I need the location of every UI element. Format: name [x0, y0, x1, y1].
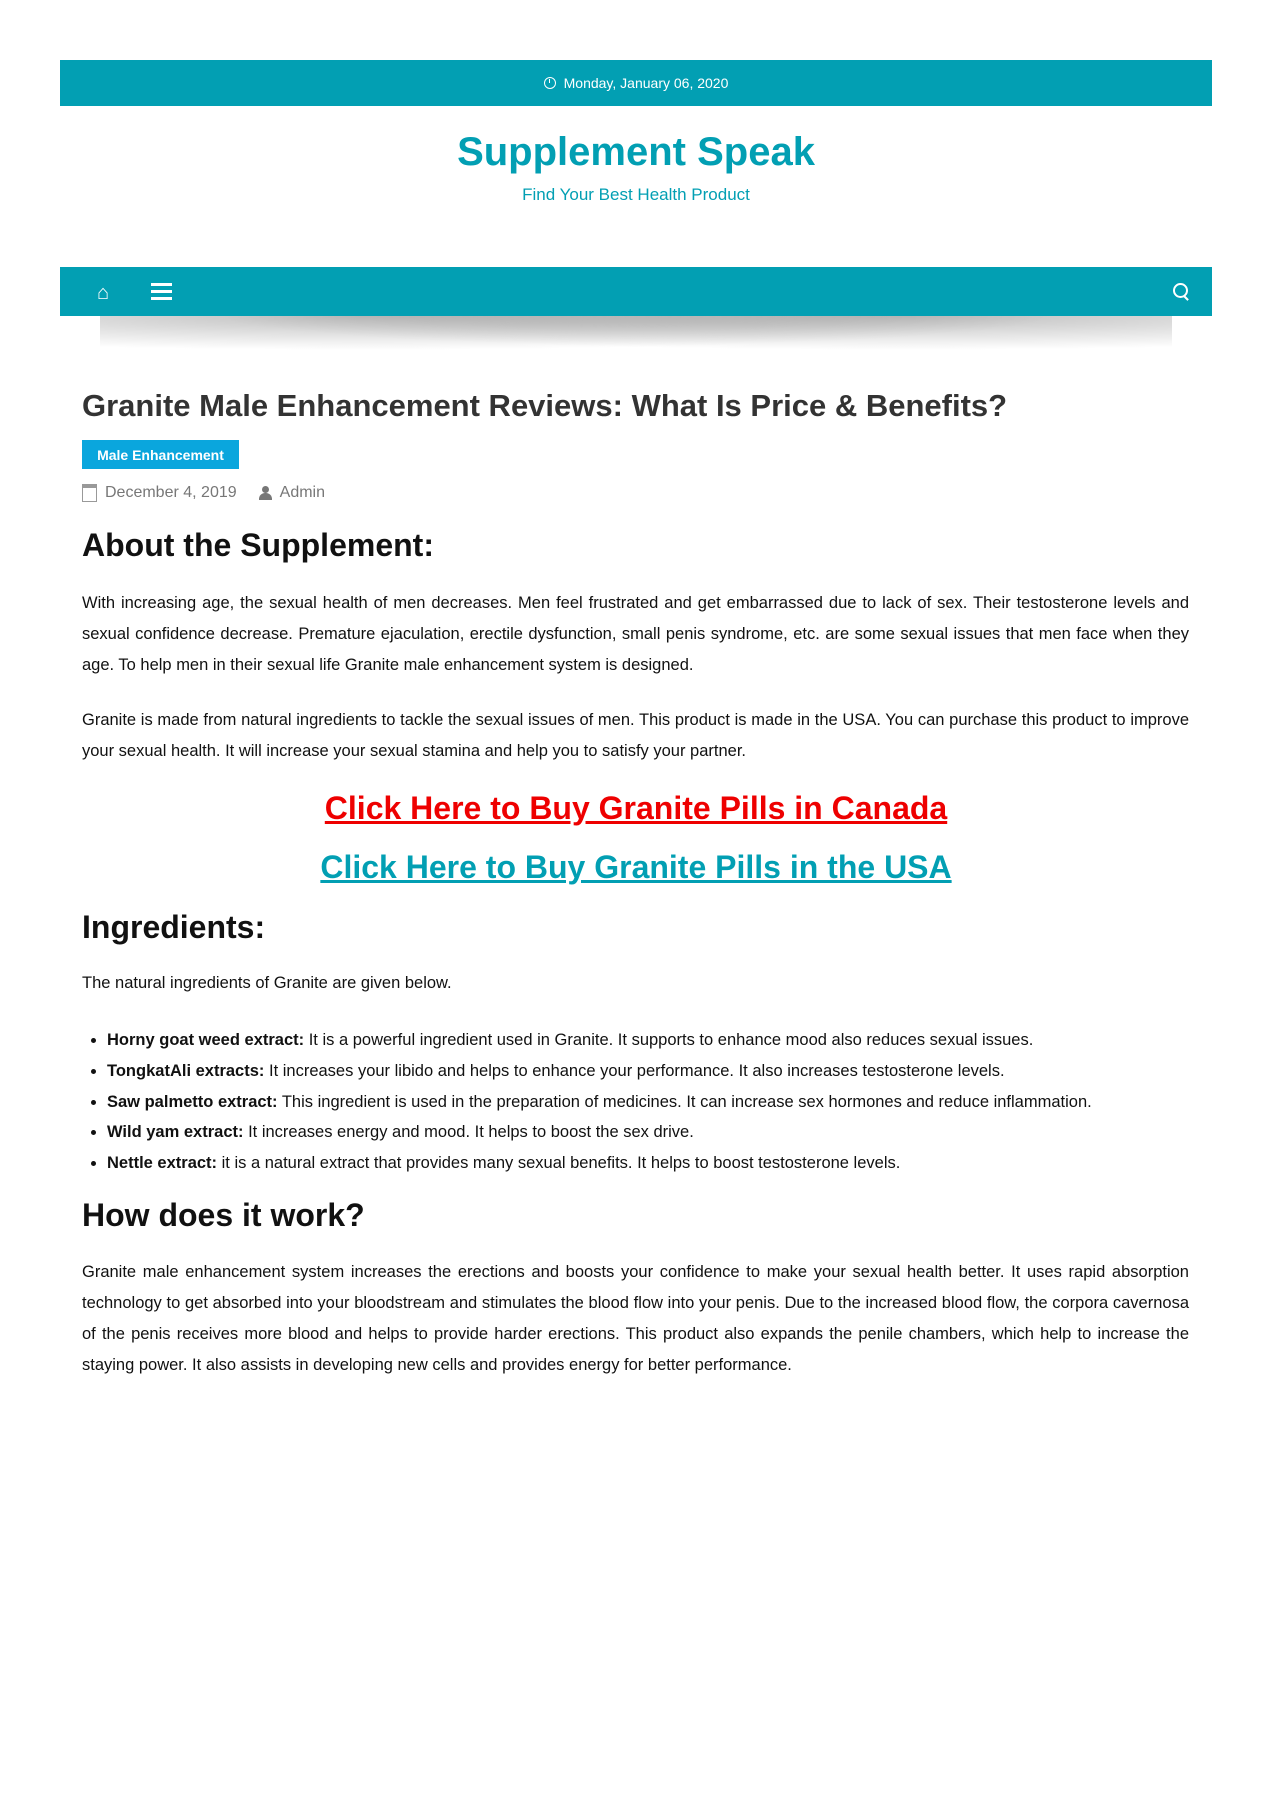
home-icon[interactable]: ⌂ — [97, 282, 110, 304]
user-icon — [259, 486, 272, 500]
ingredients-intro: The natural ingredients of Granite are given below. — [82, 974, 452, 992]
ingredient-text: This ingredient is used in the preparation of medicines. It can increase sex hormones and reduce inflammation. — [277, 1092, 1092, 1111]
clock-icon — [544, 77, 556, 89]
ingredient-text: It increases energy and mood. It helps to boost the sex drive. — [243, 1123, 694, 1142]
buy-canada-link[interactable]: Click Here to Buy Granite Pills in Canada — [324, 790, 948, 826]
article-title: Granite Male Enhancement Reviews: What Is Price & Benefits? — [82, 388, 1008, 423]
buy-usa-link[interactable]: Click Here to Buy Granite Pills in the USA — [320, 849, 952, 885]
site-title[interactable]: Supplement Speak — [457, 130, 815, 174]
list-item — [107, 1025, 1189, 1056]
paragraph-about-1: With increasing age, the sexual health of men decreases. Men feel frustrated and get embarrassed due to lack of sex. Their testosterone levels and sexual confidence decrease. Premature ejaculation, erectile dysfunction, small penis syndrome, etc. are some sexual issues that men face when they age. To help men in their sexual life Granite male enhancement system is designed. — [82, 594, 1189, 674]
list-item — [107, 1117, 1189, 1148]
ingredient-name: Horny goat weed extract: — [107, 1031, 305, 1049]
ingredients-list — [82, 1025, 1189, 1179]
paragraph-about-2: Granite is made from natural ingredients to tackle the sexual issues of men. This product is made in the USA. You can purchase this product to improve your sexual health. It will increase your sexual stamina and help you to satisfy your partner. — [82, 711, 1189, 760]
ingredient-name: Nettle extract: — [107, 1154, 218, 1173]
list-item — [107, 1087, 1189, 1118]
heading-about: About the Supplement: — [82, 527, 434, 563]
category-badge[interactable]: Male Enhancement — [82, 440, 239, 469]
ingredient-text: it is a natural extract that provides many sexual benefits. It helps to boost testosterone levels. — [217, 1154, 901, 1173]
list-item — [107, 1056, 1189, 1087]
top-bar — [60, 60, 1212, 106]
ingredient-name: Wild yam extract: — [107, 1123, 244, 1142]
list-item — [107, 1148, 1189, 1179]
search-icon[interactable] — [1173, 283, 1188, 298]
article-title-wrap — [82, 388, 1189, 424]
current-date: Monday, January 06, 2020 — [563, 75, 729, 91]
menu-icon[interactable] — [151, 283, 172, 304]
heading-ingredients: Ingredients: — [82, 909, 266, 945]
paragraph-how: Granite male enhancement system increases the erections and boosts your confidence to make your sexual health better. It uses rapid absorption technology to get absorbed into your bloodstream and stimulates the blood flow into your penis. Due to the increased blood flow, the corpora cavernosa of the penis receives more blood and helps to provide harder erections. This product also expands the penile chambers, which help to increase the staying power. It also assists in developing new cells and provides energy for better performance. — [82, 1263, 1189, 1374]
calendar-icon — [82, 484, 97, 502]
ingredient-text: It is a powerful ingredient used in Granite. It supports to enhance mood also reduces sexual issues. — [304, 1031, 1034, 1049]
main-nav — [60, 267, 1212, 316]
ingredient-name: Saw palmetto extract: — [107, 1092, 278, 1111]
nav-shadow — [100, 316, 1172, 356]
post-date[interactable]: December 4, 2019 — [105, 484, 237, 501]
heading-how: How does it work? — [82, 1197, 365, 1233]
post-meta — [82, 484, 325, 502]
ingredient-text: It increases your libido and helps to enhance your performance. It also increases testosterone levels. — [264, 1061, 1005, 1080]
site-tagline: Find Your Best Health Product — [522, 185, 750, 204]
post-author[interactable]: Admin — [279, 484, 325, 501]
ingredient-name: TongkatAli extracts: — [107, 1061, 265, 1080]
